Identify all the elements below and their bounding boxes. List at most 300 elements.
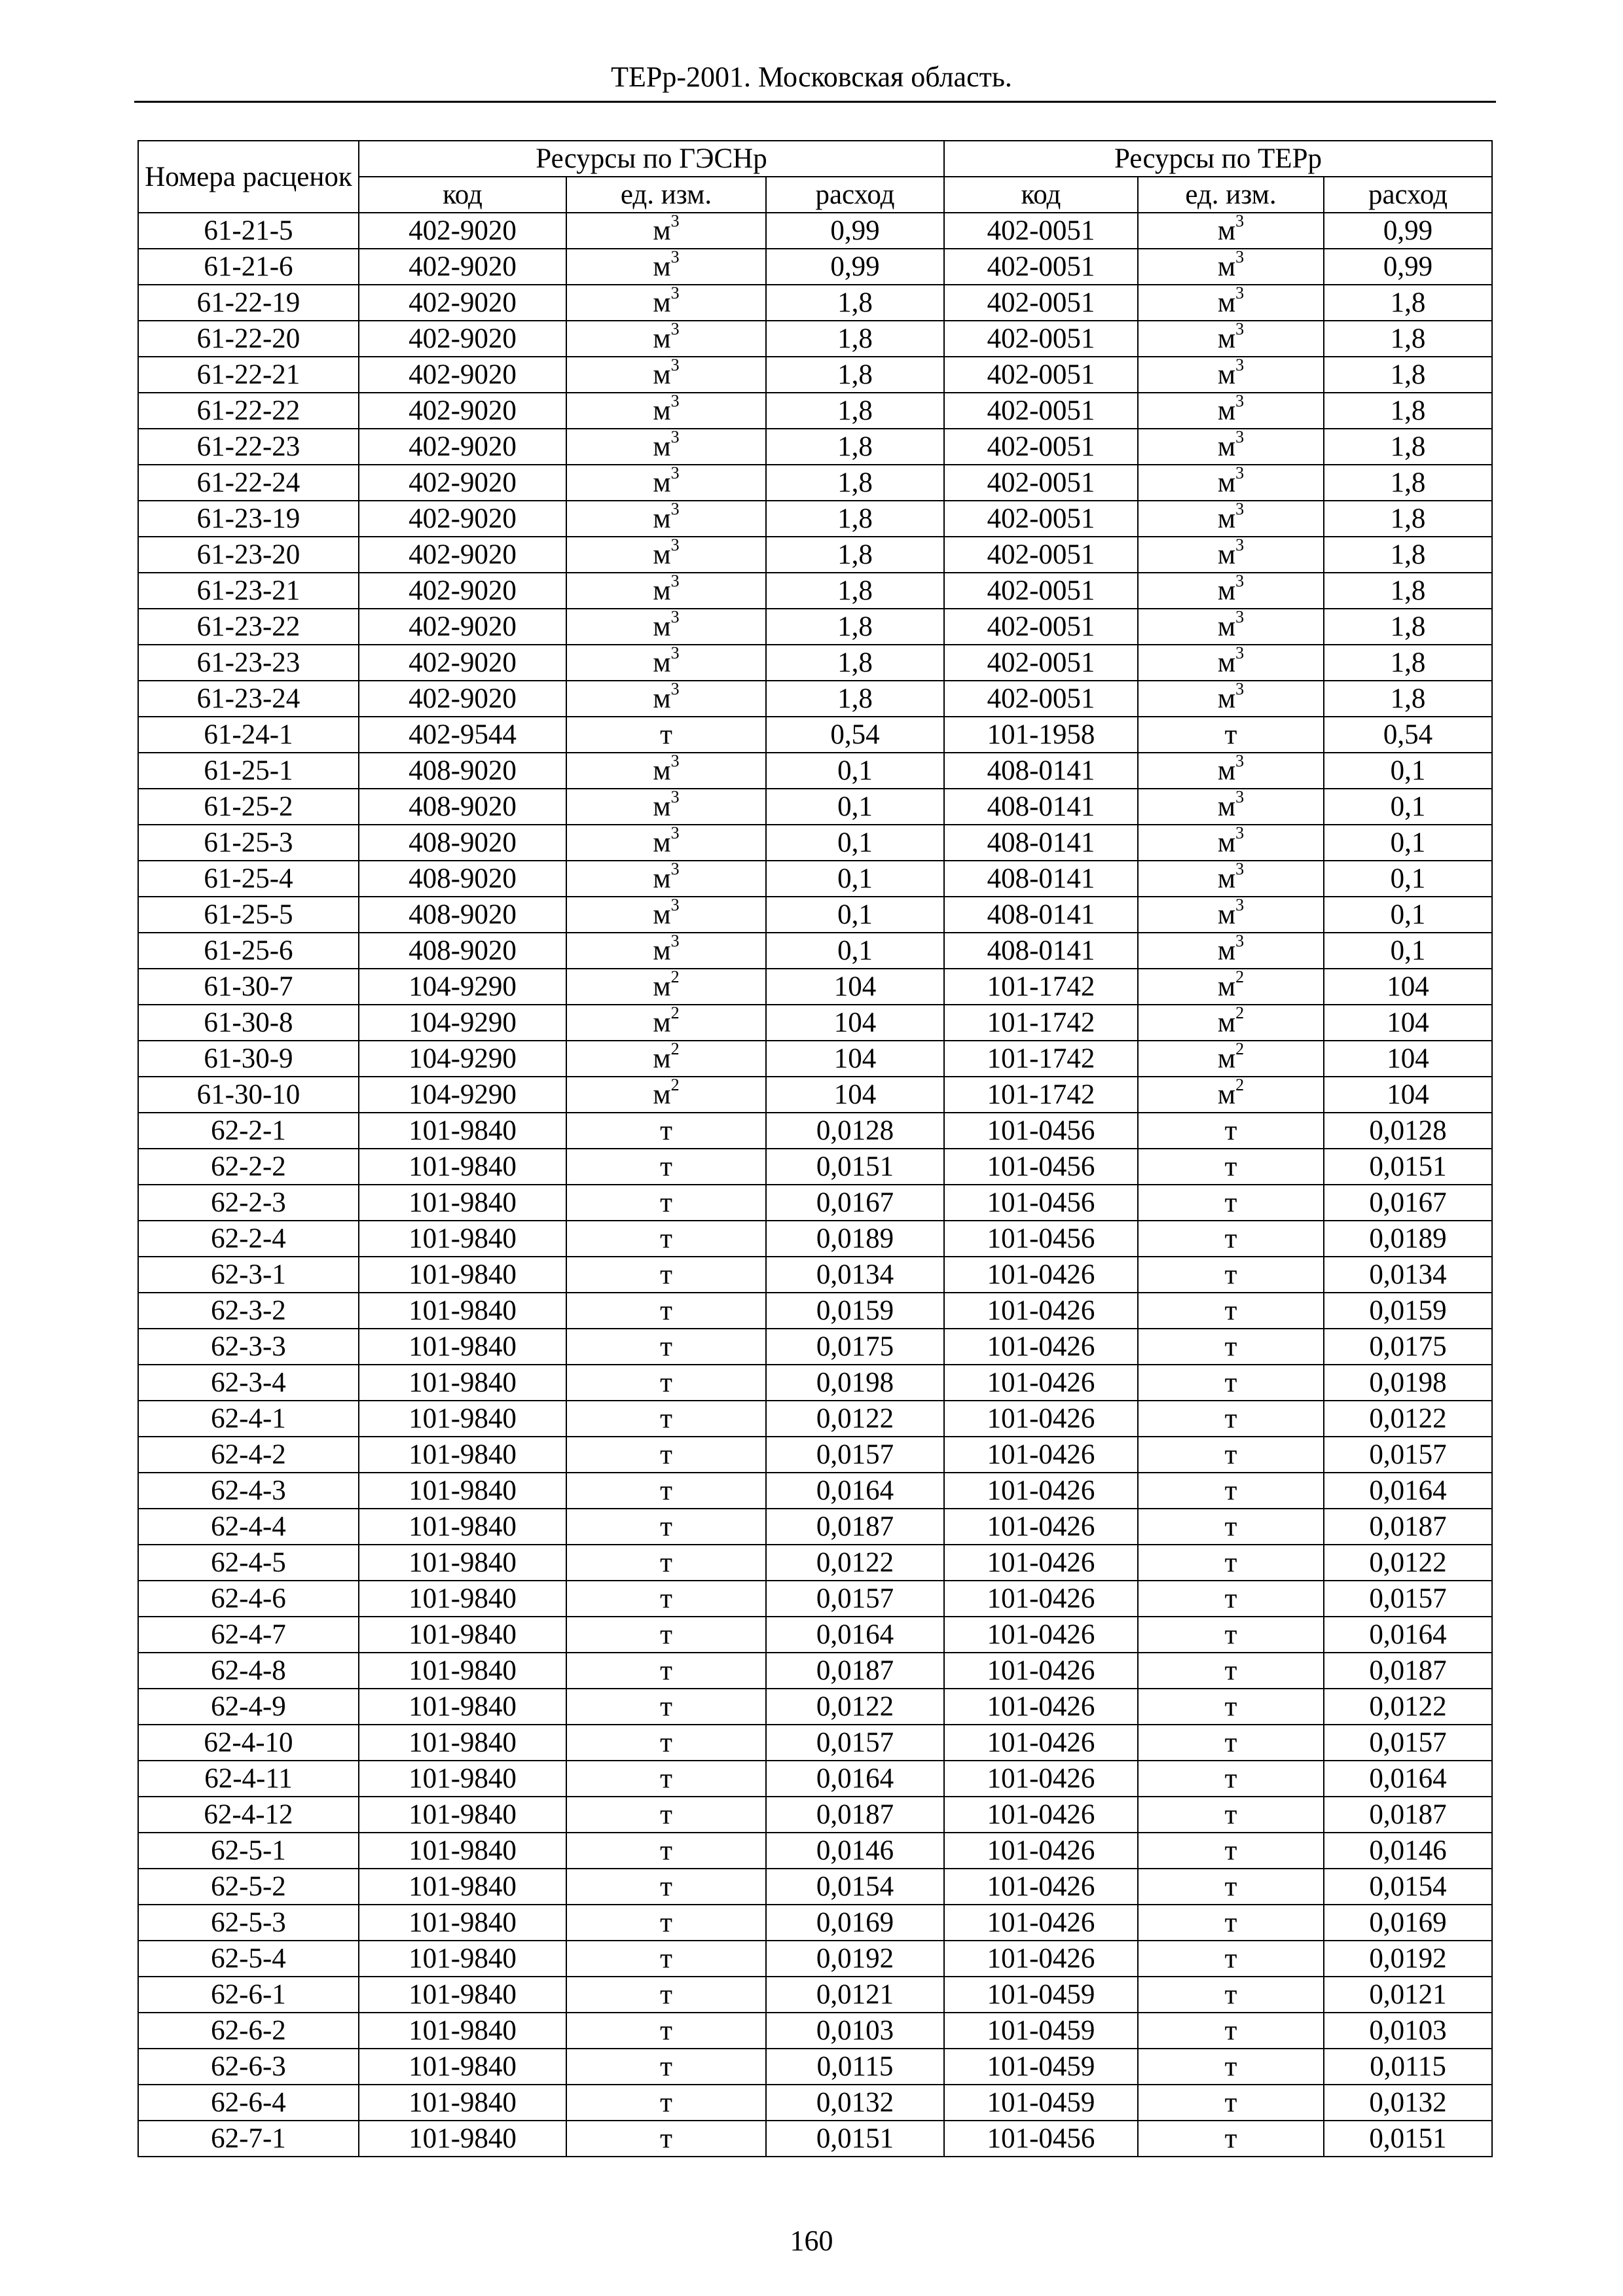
rate-number-cell: 62-2-3 (138, 1185, 359, 1221)
ter-amount-cell: 104 (1324, 1077, 1492, 1113)
rate-number-cell: 61-23-19 (138, 501, 359, 537)
gesn-code-cell: 402-9020 (359, 609, 566, 645)
rate-number-cell: 62-6-2 (138, 2013, 359, 2049)
ter-unit-cell: $м^3$ (1138, 321, 1324, 357)
gesn-amount-cell: 0,0122 (766, 1545, 944, 1581)
ter-amount-cell: 0,0146 (1324, 1833, 1492, 1869)
gesn-unit-cell: $м^3$ (566, 645, 766, 681)
ter-code-cell: 101-0426 (944, 1329, 1138, 1365)
gesn-group-header: Ресурсы по ГЭСНр (359, 141, 944, 177)
gesn-amount-cell: 0,0159 (766, 1293, 944, 1329)
ter-unit-header: ед. изм. (1138, 177, 1324, 213)
ter-code-header: код (944, 177, 1138, 213)
rate-number-cell: 62-4-7 (138, 1617, 359, 1653)
gesn-unit-cell: $м^2$ (566, 1041, 766, 1077)
ter-code-cell: 101-0426 (944, 1689, 1138, 1725)
ter-code-cell: 101-0426 (944, 1437, 1138, 1473)
table-row (138, 1761, 1492, 1797)
gesn-amount-cell: 0,0192 (766, 1941, 944, 1977)
gesn-amount-cell: 0,0167 (766, 1185, 944, 1221)
table-row (138, 1725, 1492, 1761)
table-row (138, 573, 1492, 609)
table-row (138, 1869, 1492, 1905)
gesn-code-cell: 101-9840 (359, 1365, 566, 1401)
ter-amount-cell: 104 (1324, 969, 1492, 1005)
rate-number-cell: 61-23-23 (138, 645, 359, 681)
table-row (138, 717, 1492, 753)
gesn-unit-cell: $м^3$ (566, 429, 766, 465)
gesn-unit-cell: $м^3$ (566, 861, 766, 897)
ter-amount-cell: 0,0121 (1324, 1977, 1492, 2013)
gesn-amount-cell: 0,0151 (766, 1149, 944, 1185)
ter-amount-cell: 0,1 (1324, 933, 1492, 969)
gesn-amount-cell: 0,0122 (766, 1401, 944, 1437)
table-row (138, 1401, 1492, 1437)
gesn-amount-cell: 0,0151 (766, 2121, 944, 2157)
gesn-unit-cell: т (566, 1905, 766, 1941)
gesn-unit-cell: $м^3$ (566, 753, 766, 789)
rate-number-cell: 62-3-1 (138, 1257, 359, 1293)
ter-unit-cell: $м^2$ (1138, 1041, 1324, 1077)
table-row (138, 1329, 1492, 1365)
ter-amount-cell: 1,8 (1324, 357, 1492, 393)
rate-number-cell: 62-5-2 (138, 1869, 359, 1905)
rate-number-cell: 61-23-21 (138, 573, 359, 609)
table-row (138, 1041, 1492, 1077)
ter-amount-cell: 1,8 (1324, 645, 1492, 681)
gesn-unit-cell: т (566, 1941, 766, 1977)
table-row (138, 1257, 1492, 1293)
ter-unit-cell: т (1138, 2049, 1324, 2085)
ter-unit-cell: т (1138, 1797, 1324, 1833)
ter-amount-cell: 0,0187 (1324, 1653, 1492, 1689)
rate-number-cell: 62-6-3 (138, 2049, 359, 2085)
ter-code-cell: 408-0141 (944, 933, 1138, 969)
ter-code-cell: 402-0051 (944, 213, 1138, 249)
table-row (138, 1833, 1492, 1869)
gesn-code-cell: 101-9840 (359, 1617, 566, 1653)
gesn-unit-cell: т (566, 1509, 766, 1545)
gesn-amount-cell: 0,0187 (766, 1797, 944, 1833)
table-row (138, 1977, 1492, 2013)
gesn-unit-cell: т (566, 1113, 766, 1149)
rate-number-cell: 61-30-8 (138, 1005, 359, 1041)
ter-amount-cell: 1,8 (1324, 681, 1492, 717)
rate-number-cell: 61-25-6 (138, 933, 359, 969)
table-row (138, 1905, 1492, 1941)
ter-amount-cell: 0,0192 (1324, 1941, 1492, 1977)
gesn-code-cell: 101-9840 (359, 1509, 566, 1545)
rate-number-cell: 62-4-8 (138, 1653, 359, 1689)
table-row (138, 1473, 1492, 1509)
rate-number-cell: 61-23-24 (138, 681, 359, 717)
rate-number-cell: 61-30-10 (138, 1077, 359, 1113)
ter-amount-cell: 0,99 (1324, 213, 1492, 249)
gesn-code-cell: 408-9020 (359, 789, 566, 825)
gesn-unit-cell: т (566, 1977, 766, 2013)
gesn-amount-cell: 1,8 (766, 645, 944, 681)
ter-code-cell: 402-0051 (944, 321, 1138, 357)
table-row (138, 2121, 1492, 2157)
rate-number-cell: 62-4-9 (138, 1689, 359, 1725)
rate-number-cell: 62-2-1 (138, 1113, 359, 1149)
gesn-unit-cell: т (566, 1293, 766, 1329)
gesn-amount-cell: 0,0122 (766, 1689, 944, 1725)
ter-code-cell: 402-0051 (944, 249, 1138, 285)
ter-amount-cell: 0,0169 (1324, 1905, 1492, 1941)
gesn-code-cell: 101-9840 (359, 1761, 566, 1797)
ter-amount-cell: 0,0157 (1324, 1725, 1492, 1761)
table-row (138, 537, 1492, 573)
ter-unit-cell: т (1138, 1473, 1324, 1509)
ter-amount-cell: 1,8 (1324, 321, 1492, 357)
gesn-code-cell: 101-9840 (359, 1905, 566, 1941)
gesn-code-cell: 101-9840 (359, 1185, 566, 1221)
gesn-code-cell: 101-9840 (359, 1833, 566, 1869)
gesn-amount-cell: 0,0134 (766, 1257, 944, 1293)
ter-unit-cell: т (1138, 1761, 1324, 1797)
gesn-code-cell: 402-9020 (359, 249, 566, 285)
gesn-amount-cell: 0,0187 (766, 1653, 944, 1689)
gesn-code-cell: 101-9840 (359, 1293, 566, 1329)
rate-number-cell: 62-4-10 (138, 1725, 359, 1761)
table-row (138, 1617, 1492, 1653)
gesn-unit-cell: $м^3$ (566, 789, 766, 825)
gesn-unit-cell: $м^2$ (566, 1005, 766, 1041)
rate-number-cell: 61-25-4 (138, 861, 359, 897)
ter-unit-cell: $м^3$ (1138, 285, 1324, 321)
ter-amount-cell: 0,1 (1324, 753, 1492, 789)
table-row (138, 1509, 1492, 1545)
ter-unit-cell: $м^2$ (1138, 1005, 1324, 1041)
gesn-code-cell: 402-9020 (359, 357, 566, 393)
gesn-amount-cell: 0,1 (766, 933, 944, 969)
gesn-code-cell: 101-9840 (359, 1257, 566, 1293)
gesn-amount-cell: 104 (766, 969, 944, 1005)
ter-amount-cell: 0,0115 (1324, 2049, 1492, 2085)
table-row (138, 897, 1492, 933)
table-row (138, 1293, 1492, 1329)
ter-code-cell: 101-0426 (944, 1761, 1138, 1797)
page-title: ТЕРр-2001. Московская область. (611, 61, 1012, 93)
ter-unit-cell: т (1138, 1725, 1324, 1761)
table-row (138, 1113, 1492, 1149)
gesn-amount-cell: 0,1 (766, 825, 944, 861)
ter-code-cell: 101-1742 (944, 969, 1138, 1005)
ter-amount-cell: 1,8 (1324, 465, 1492, 501)
gesn-amount-cell: 1,8 (766, 501, 944, 537)
table-row (138, 357, 1492, 393)
ter-unit-cell: $м^2$ (1138, 1077, 1324, 1113)
rate-number-cell: 61-22-19 (138, 285, 359, 321)
gesn-amount-cell: 1,8 (766, 465, 944, 501)
gesn-unit-cell: т (566, 1365, 766, 1401)
ter-code-cell: 101-0426 (944, 1545, 1138, 1581)
ter-unit-cell: т (1138, 1437, 1324, 1473)
ter-code-cell: 402-0051 (944, 537, 1138, 573)
gesn-code-cell: 104-9290 (359, 1041, 566, 1077)
gesn-unit-cell: $м^3$ (566, 285, 766, 321)
rate-number-cell: 62-4-2 (138, 1437, 359, 1473)
ter-unit-cell: т (1138, 1221, 1324, 1257)
gesn-unit-cell: $м^3$ (566, 321, 766, 357)
ter-amount-cell: 0,0187 (1324, 1509, 1492, 1545)
gesn-unit-cell: $м^3$ (566, 213, 766, 249)
ter-unit-cell: $м^3$ (1138, 897, 1324, 933)
ter-unit-cell: т (1138, 1185, 1324, 1221)
rate-number-cell: 61-30-9 (138, 1041, 359, 1077)
ter-amount-header: расход (1324, 177, 1492, 213)
gesn-amount-cell: 1,8 (766, 285, 944, 321)
table-row (138, 501, 1492, 537)
gesn-unit-cell: т (566, 1761, 766, 1797)
ter-unit-cell: $м^3$ (1138, 249, 1324, 285)
ter-amount-cell: 0,0122 (1324, 1401, 1492, 1437)
ter-code-cell: 101-0426 (944, 1725, 1138, 1761)
gesn-code-cell: 408-9020 (359, 753, 566, 789)
rate-number-cell: 62-3-3 (138, 1329, 359, 1365)
gesn-unit-cell: т (566, 1581, 766, 1617)
table-row (138, 825, 1492, 861)
ter-amount-cell: 1,8 (1324, 573, 1492, 609)
ter-unit-cell: $м^3$ (1138, 609, 1324, 645)
ter-amount-cell: 0,0157 (1324, 1437, 1492, 1473)
gesn-unit-cell: $м^3$ (566, 825, 766, 861)
table-row (138, 465, 1492, 501)
gesn-amount-cell: 0,0169 (766, 1905, 944, 1941)
rate-number-cell: 62-2-4 (138, 1221, 359, 1257)
gesn-code-cell: 408-9020 (359, 933, 566, 969)
gesn-amount-cell: 1,8 (766, 609, 944, 645)
rate-number-cell: 62-3-4 (138, 1365, 359, 1401)
ter-amount-cell: 0,0198 (1324, 1365, 1492, 1401)
gesn-code-cell: 101-9840 (359, 1725, 566, 1761)
ter-unit-cell: $м^3$ (1138, 681, 1324, 717)
ter-unit-cell: $м^3$ (1138, 789, 1324, 825)
ter-code-cell: 101-0426 (944, 1293, 1138, 1329)
rate-number-cell: 61-22-24 (138, 465, 359, 501)
ter-code-cell: 101-0426 (944, 1941, 1138, 1977)
ter-code-cell: 101-0426 (944, 1581, 1138, 1617)
ter-amount-cell: 0,0175 (1324, 1329, 1492, 1365)
ter-code-cell: 402-0051 (944, 645, 1138, 681)
ter-code-cell: 101-1742 (944, 1041, 1138, 1077)
ter-unit-cell: т (1138, 1365, 1324, 1401)
gesn-amount-cell: 0,0164 (766, 1473, 944, 1509)
gesn-amount-cell: 0,0154 (766, 1869, 944, 1905)
ter-amount-cell: 0,1 (1324, 825, 1492, 861)
gesn-amount-cell: 1,8 (766, 429, 944, 465)
ter-amount-cell: 0,0122 (1324, 1545, 1492, 1581)
gesn-unit-cell: $м^2$ (566, 969, 766, 1005)
ter-code-cell: 101-0426 (944, 1905, 1138, 1941)
table-row (138, 969, 1492, 1005)
gesn-unit-cell: $м^3$ (566, 897, 766, 933)
table-row (138, 1365, 1492, 1401)
gesn-code-cell: 101-9840 (359, 1581, 566, 1617)
gesn-unit-cell: $м^3$ (566, 465, 766, 501)
rate-number-cell: 61-23-22 (138, 609, 359, 645)
ter-unit-cell: $м^3$ (1138, 753, 1324, 789)
table-row (138, 1653, 1492, 1689)
ter-amount-cell: 0,0134 (1324, 1257, 1492, 1293)
ter-amount-cell: 0,0154 (1324, 1869, 1492, 1905)
rate-number-cell: 62-5-3 (138, 1905, 359, 1941)
ter-unit-cell: $м^3$ (1138, 825, 1324, 861)
ter-code-cell: 101-0456 (944, 2121, 1138, 2157)
gesn-amount-cell: 0,1 (766, 753, 944, 789)
table-row (138, 861, 1492, 897)
ter-unit-cell: $м^3$ (1138, 861, 1324, 897)
gesn-amount-cell: 1,8 (766, 573, 944, 609)
gesn-amount-cell: 0,0146 (766, 1833, 944, 1869)
gesn-amount-cell: 0,0103 (766, 2013, 944, 2049)
resources-table (137, 140, 1493, 2157)
rate-number-cell: 62-6-1 (138, 1977, 359, 2013)
ter-code-cell: 101-1742 (944, 1005, 1138, 1041)
table-row (138, 429, 1492, 465)
gesn-code-cell: 101-9840 (359, 1941, 566, 1977)
rate-number-cell: 62-2-2 (138, 1149, 359, 1185)
table-row (138, 1941, 1492, 1977)
gesn-code-cell: 101-9840 (359, 1401, 566, 1437)
table-row (138, 1149, 1492, 1185)
table-row (138, 1185, 1492, 1221)
gesn-amount-header: расход (766, 177, 944, 213)
ter-unit-cell: т (1138, 1113, 1324, 1149)
rate-number-cell: 62-4-3 (138, 1473, 359, 1509)
gesn-amount-cell: 0,0175 (766, 1329, 944, 1365)
ter-amount-cell: 0,0103 (1324, 2013, 1492, 2049)
table-body (138, 213, 1492, 2157)
table-row (138, 1005, 1492, 1041)
gesn-amount-cell: 1,8 (766, 393, 944, 429)
gesn-code-cell: 101-9840 (359, 1437, 566, 1473)
gesn-code-cell: 101-9840 (359, 1977, 566, 2013)
gesn-unit-cell: $м^3$ (566, 249, 766, 285)
ter-amount-cell: 0,0151 (1324, 2121, 1492, 2157)
table-row (138, 1689, 1492, 1725)
gesn-unit-cell: т (566, 1221, 766, 1257)
ter-unit-cell: т (1138, 1545, 1324, 1581)
ter-unit-cell: т (1138, 717, 1324, 753)
gesn-unit-cell: т (566, 1149, 766, 1185)
ter-unit-cell: $м^3$ (1138, 501, 1324, 537)
ter-unit-cell: $м^3$ (1138, 573, 1324, 609)
ter-unit-cell: т (1138, 1401, 1324, 1437)
gesn-unit-cell: $м^3$ (566, 933, 766, 969)
rate-number-cell: 61-30-7 (138, 969, 359, 1005)
rate-number-cell: 62-4-4 (138, 1509, 359, 1545)
gesn-code-cell: 101-9840 (359, 1545, 566, 1581)
rate-number-cell: 62-4-6 (138, 1581, 359, 1617)
rate-number-cell: 61-25-1 (138, 753, 359, 789)
gesn-code-cell: 402-9020 (359, 465, 566, 501)
table-row (138, 681, 1492, 717)
ter-amount-cell: 0,0164 (1324, 1473, 1492, 1509)
table-row (138, 789, 1492, 825)
gesn-amount-cell: 0,1 (766, 861, 944, 897)
ter-code-cell: 408-0141 (944, 789, 1138, 825)
table-row (138, 933, 1492, 969)
gesn-amount-cell: 0,0164 (766, 1761, 944, 1797)
ter-code-cell: 402-0051 (944, 285, 1138, 321)
ter-code-cell: 101-0426 (944, 1833, 1138, 1869)
gesn-amount-cell: 0,0164 (766, 1617, 944, 1653)
gesn-unit-cell: т (566, 1689, 766, 1725)
gesn-unit-cell: т (566, 1473, 766, 1509)
ter-unit-cell: т (1138, 1617, 1324, 1653)
ter-code-cell: 101-0456 (944, 1221, 1138, 1257)
gesn-code-cell: 101-9840 (359, 1221, 566, 1257)
ter-amount-cell: 0,1 (1324, 861, 1492, 897)
gesn-unit-cell: $м^2$ (566, 1077, 766, 1113)
gesn-unit-cell: $м^3$ (566, 357, 766, 393)
ter-unit-cell: $м^3$ (1138, 645, 1324, 681)
rate-number-cell: 61-22-22 (138, 393, 359, 429)
gesn-amount-cell: 0,0189 (766, 1221, 944, 1257)
ter-amount-cell: 0,0157 (1324, 1581, 1492, 1617)
gesn-unit-cell: т (566, 2013, 766, 2049)
gesn-code-cell: 101-9840 (359, 2121, 566, 2157)
ter-unit-cell: $м^2$ (1138, 969, 1324, 1005)
ter-amount-cell: 1,8 (1324, 393, 1492, 429)
gesn-code-cell: 101-9840 (359, 1797, 566, 1833)
ter-code-cell: 402-0051 (944, 357, 1138, 393)
gesn-amount-cell: 1,8 (766, 681, 944, 717)
ter-amount-cell: 0,0187 (1324, 1797, 1492, 1833)
ter-amount-cell: 0,99 (1324, 249, 1492, 285)
ter-code-cell: 101-0426 (944, 1653, 1138, 1689)
ter-code-cell: 101-1958 (944, 717, 1138, 753)
gesn-amount-cell: 0,0121 (766, 1977, 944, 2013)
gesn-amount-cell: 0,1 (766, 897, 944, 933)
rate-number-cell: 61-24-1 (138, 717, 359, 753)
table-row (138, 393, 1492, 429)
gesn-code-cell: 101-9840 (359, 1653, 566, 1689)
ter-code-cell: 402-0051 (944, 681, 1138, 717)
gesn-unit-cell: т (566, 1545, 766, 1581)
rate-number-cell: 61-25-3 (138, 825, 359, 861)
rate-number-cell: 62-4-11 (138, 1761, 359, 1797)
gesn-unit-cell: т (566, 717, 766, 753)
gesn-code-cell: 408-9020 (359, 825, 566, 861)
ter-unit-cell: т (1138, 1833, 1324, 1869)
gesn-unit-cell: т (566, 2085, 766, 2121)
gesn-code-cell: 101-9840 (359, 2085, 566, 2121)
header-rule (134, 101, 1496, 103)
ter-code-cell: 101-0426 (944, 1509, 1138, 1545)
rate-number-cell: 61-25-2 (138, 789, 359, 825)
gesn-amount-cell: 1,8 (766, 321, 944, 357)
ter-amount-cell: 0,1 (1324, 789, 1492, 825)
ter-unit-cell: т (1138, 1509, 1324, 1545)
ter-unit-cell: т (1138, 1581, 1324, 1617)
gesn-amount-cell: 0,0157 (766, 1581, 944, 1617)
gesn-amount-cell: 0,0157 (766, 1437, 944, 1473)
rate-number-cell: 62-5-1 (138, 1833, 359, 1869)
rate-number-cell: 61-25-5 (138, 897, 359, 933)
ter-code-cell: 408-0141 (944, 753, 1138, 789)
ter-code-cell: 402-0051 (944, 573, 1138, 609)
gesn-unit-cell: т (566, 2121, 766, 2157)
gesn-code-cell: 402-9020 (359, 213, 566, 249)
gesn-amount-cell: 0,0115 (766, 2049, 944, 2085)
ter-unit-cell: т (1138, 1293, 1324, 1329)
table-row (138, 1545, 1492, 1581)
gesn-code-cell: 402-9020 (359, 321, 566, 357)
ter-unit-cell: т (1138, 2085, 1324, 2121)
